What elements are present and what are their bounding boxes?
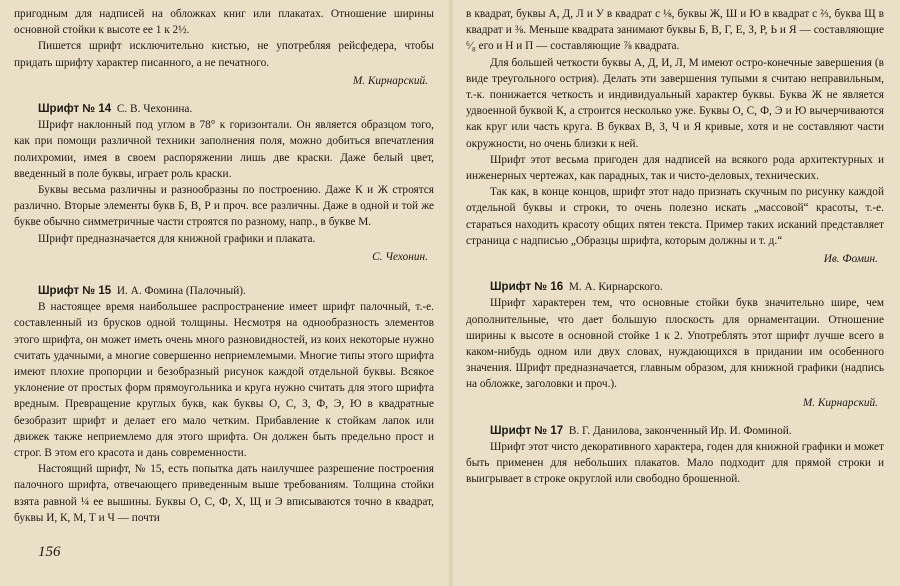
font-17-paragraph-1: Шрифт этот чисто декоративного характера, годен для книжной графики и может быть применен для небольших плакатов. Мало подходит для прямой строки и выигрывает в строке округлой или свободно брошенной. [466,441,884,486]
font-16-paragraph-1: Шрифт характерен тем, что основные стойки букв значительно шире, чем дополнительные, что дает большую плоскость для орнаментации. Отношение ширины к высоте в основной стойке 1 к 2. Употреблять этот шрифт лучше всего в каком-нибудь одном или двух словах, нуждающихся в придании им особенного значения. Шрифт предназначается, главным образом, для книжной графики (надпись на обложке, заголовки и проч.). [466,297,884,391]
font-14-paragraph-3: Шрифт предназначается для книжной графики и плаката. [38,232,316,245]
font-17-author: В. Г. Данилова, законченный Ир. И. Фоминой. [568,424,792,437]
intro-signature: М. Кирнарский. [352,74,428,87]
continuation-paragraph-3: Шрифт этот весьма пригоден для надписей на всякого рода архитектурных и инженерных чертежах, как парадных, так и чисто-деловых, технических. [466,153,884,183]
continuation-paragraph-4: Так как, в конце концов, шрифт этот надо признать скучным по рисунку каждой отдельной буквы и строки, то очень полезно искать „массовой“ красоты, т.-е. стараться находить красоту общих пятен текста. Пример таких исканий представляет страница с надписью „Образцы шрифта, которым должны и т. д.“ [466,186,884,247]
font-14-paragraph-2: Буквы весьма различны и разнообразны по построению. Даже К и Ж строятся различно. Вторые элементы букв Б, В, Р и проч. все различны. Даже в одной и той же букве обычно симметричные части строятся по разному, напр., в букве М. [14,184,434,229]
book-gutter [448,0,454,586]
font-16-author: М. А. Кирнарского. [568,281,663,294]
font-14-paragraph-1: Шрифт наклонный под углом в 78° к горизонтали. Он является образцом того, как при помощи различной техники заполнения поля, можно добиться впечатления полихромии, имея в своем распоряжении лишь две краски. Даже белый цвет, введенный в поле буквы, играет роль краски. [14,119,434,180]
right-column [466,6,884,488]
left-column [14,6,434,526]
font-15-heading [14,283,434,299]
intro-paragraph-1: пригодным для надписей на обложках книг или плакатах. Отношение ширины основной стойки к высоте ее 1 к 2½. [14,8,434,37]
continuation-paragraph-2: Для большей четкости буквы А, Д, И, Л, М имеют остро-конечные завершения (в виде треугольного острия). Делать эти завершения тупыми я считаю неправильным, т.-к. понижается четкость и индивидуальный характер буквы. Буква Ж не является удвоенной буквой К, а строится несколько уже. Буквы О, С, Ф, Э и Ю вычерчиваются как круг или часть круга. В буквах В, З, Ч и Я кривые, хотя и не составляют части окружности, но очень близки к ней. [466,56,884,150]
continuation-paragraph-1: в квадрат, буквы А, Д, Л и У в квадрат с ⅛, буквы Ж, Ш и Ю в квадрат с ⅔, буква Щ в квадрат и ⅜. Меньше квадрата занимают буквы Б, В, Г, Е, З, Р, Ь и Я — составляющие ⁶⁄₈ его и Н и П — составляющие ⅞ квадрата. [466,8,884,53]
font-17-heading [466,423,884,439]
font-14-signature: С. Чехонин. [372,250,428,263]
font-16-title: Шрифт № 16 [490,281,564,294]
font-16-signature: М. Кирнарский. [802,396,878,409]
font-14-title: Шрифт № 14 [38,103,112,116]
font-16-heading [466,279,884,295]
font-17-title: Шрифт № 17 [490,424,564,437]
font-14-heading [14,101,434,117]
font-15-author: И. А. Фомина (Палочный). [116,285,246,298]
font-15-title: Шрифт № 15 [38,285,112,298]
font-14-author: С. В. Чехонина. [116,103,193,116]
continuation-signature: Ив. Фомин. [823,253,878,266]
font-15-paragraph-2: Настоящий шрифт, № 15, есть попытка дать наилучшее разрешение построения палочного шрифта, отвечающего приведенным выше требованиям. Толщина стойки взята равной ¼ ее вышины. Буквы О, С, Ф, Х, Щ и Э вписываются точно в квадрат, буквы И, К, М, Т и Ч — почти [14,463,434,524]
page-number: 156 [38,544,61,560]
intro-paragraph-2: Пишется шрифт исключительно кистью, не употребляя рейсфедера, чтобы придать шрифту характер писанного, а не печатного. [14,40,434,69]
font-15-paragraph-1: В настоящее время наибольшее распространение имеет шрифт палочный, т.-е. составленный из брусков одной толщины. Несмотря на однообразность элементов этого шрифта, он может иметь очень много разновидностей, из коих некоторые нужно считать удачными, а многие совершенно неприемлемыми. Многие типы этого шрифта имеют плохие пропорции и безобразный рисунок каждой отдельной буквы. Всякое уклонение от простых форм прямоугольника и круга нужно считать для этого шрифта вредным. Превращение круглых букв, как буквы О, С, З, Ф, Э, Ю в квадратные безобразит шрифт и делает его мало четким. Прибавление к стойкам лапок или движек также неприемлемо для этого шрифта. Он должен быть предельно прост и строг. В этом его красота и дань современности. [14,301,434,460]
